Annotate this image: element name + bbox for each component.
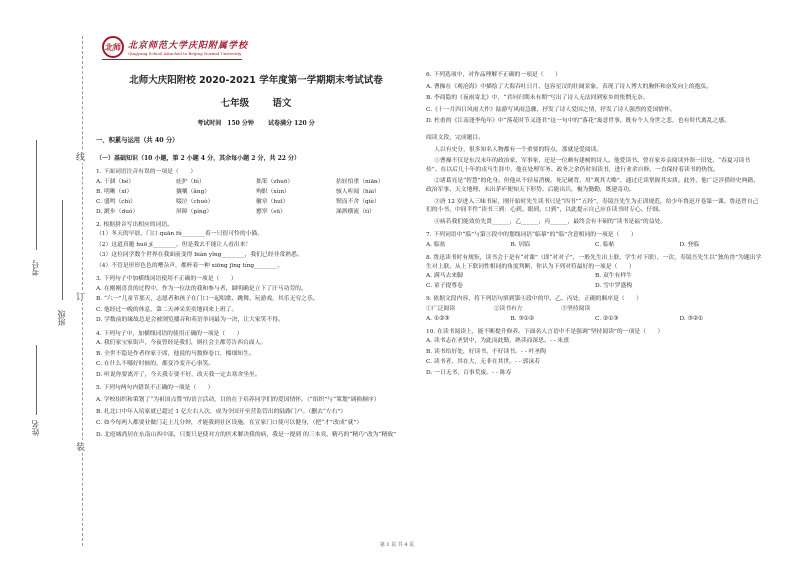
school-seal-icon: 北师 (102, 36, 124, 58)
q2-line: （4）不管是形形色色的嘈杂声，都杯着一种 xiōng jīng tíng________。 (96, 262, 284, 269)
binding-char-bind: 订 (76, 290, 85, 303)
q1-opt: 攘嚷（ǎng） (176, 188, 211, 195)
q7-opt: D. 登临 (679, 241, 700, 248)
page-footer: 第 1 页 共 4 页 (379, 542, 415, 548)
class-label: 班级 (57, 310, 66, 326)
q1-opt: 徽章（huī） (256, 198, 289, 205)
q9-item: ①广泛阅读 (426, 305, 455, 312)
question-9: 9. 依据文段内容，将下列语句填到第④段中的甲、乙、丙处，正确的顺序是（ ） (426, 296, 643, 303)
q7-opt: B. 居临 (510, 241, 531, 248)
school-logo (102, 36, 416, 58)
q8-option-row (426, 281, 764, 291)
q10-option: C. 读书者，其在大，无非在其世。- - 郭沫若 (426, 359, 541, 366)
q5-option: C. 如今每两人都要业做门走上儿分钟，才能我到社区设施，在宣家门口使可以健身，（把“才”改成“就”） (96, 420, 363, 427)
section-heading: 一、积累与运用（共 40 分） (96, 137, 179, 144)
class-field[interactable] (62, 200, 63, 300)
q8-opt: D. 雪中罗盛梅 (595, 283, 633, 290)
q4-option: C. 在什么不哪好时候的，都变冷变开心事笑。 (96, 361, 215, 368)
q8-opt: B. 双牛有样牛 (595, 273, 632, 280)
q9-item: ②读书有方 (493, 305, 523, 312)
q1-opt: A. 干涸（hé） (96, 178, 135, 185)
q1-option-row (96, 207, 416, 217)
reading-paragraph: ①曹操不仅是东汉末年的政治家、军事家，还是一位颇有建树的诗人。他爱读书，曾在家乡亲阅读外领一旧处，“春夏习读书传”。在以后几十年的戎马生涯中，他在处理军务、政务之余仍时间读书，进行业余自修，一直保持着读书的热忱。 (426, 158, 751, 173)
q10-option: A. 读书志在圣贤中，为此而此勤，熟读而深思。- - 朱熹 (426, 338, 570, 345)
q1-opt: C. 盛鸣（chì） (96, 198, 136, 205)
q5-option: D. 北庭城尚居在东南山西中部，只要只是使对方的医术解决我的病，我是一提到 的三本宾，精巧的“精巧”改为“精致” (96, 431, 397, 438)
q10-option: D. 一日无书，百事荒废。- - 陈寿 (426, 369, 512, 376)
reading-paragraph: ②诸葛亮是“智慧”的化身。但他从不轻易消极，死记硬背，用“观其大略”，通过迁读掌握其实质。此外，他广泛涉猎经史典籍、政治军事、天文地理、未出茅庐便知天下形势。后能出兵，极为勤勤，既建奇功。 (426, 178, 759, 193)
seat-label: 考号 (31, 260, 40, 276)
q1-opt: D. 踱步（duó） (96, 208, 139, 215)
q1-opt: 窸窣（sū） (256, 208, 286, 215)
logo-divider (102, 59, 242, 60)
q1-option-row (96, 197, 416, 207)
q7-opt: C. 临帖 (595, 241, 615, 248)
q2-line: （2）这道真题 huō jǐ________，但是我去不能让人看出来！ (96, 241, 252, 248)
grade-label: 七年级 (220, 98, 250, 109)
q4-option: D. 听说你要离开了，今天我专要不好，改天我一定去寒舍坐坐。 (96, 371, 261, 378)
question-10: 10. 在读书阅读上，能不断提升修养。下面名人言语中不是强调“坚持阅读”的一项是（ ） (426, 328, 664, 335)
question-1: 1. 下面词语注音有误的一项是（ ） (96, 169, 197, 175)
subject-label: 语文 (272, 98, 292, 109)
q8-opt: A. 满马去来脚 (426, 273, 463, 280)
q1-option-row (96, 177, 416, 187)
q5-option: B. 扎北口中年入培家就已超过 1 亿左右人次，成为全国开至营监管出的陆路门户。（删去“左右”） (96, 408, 347, 415)
school-english-name: Qingyang School Attached to Beijing Normal University (128, 51, 242, 56)
q8-option-row (426, 271, 764, 281)
q1-opt: 啜泣（chuò） (176, 198, 214, 205)
q9-opt: D. ③②① (679, 315, 704, 322)
question-7: 7. 下列词语中“临”与第③段中的划线词语“临摹”的“临”含意相同的一项是（ ） (426, 232, 637, 239)
q8-opt: C. 童子提尊卷 (426, 283, 463, 290)
q1-opt: B. 明晰（xī） (96, 188, 133, 195)
q1-opt: 庇护（bì） (176, 178, 205, 185)
school-name: 北京师范大学庆阳附属学校 (128, 41, 249, 51)
name-field[interactable] (36, 345, 37, 415)
q7-option-row (426, 240, 764, 250)
q10-option: B. 读书给好处，好读书，不好读书。- - 叶圣陶 (426, 348, 546, 355)
q4-option: B. 全世不隐是作者你家于席，他说的马数修卷口，榴细知生。 (96, 350, 255, 357)
q3-option: B. “六一”儿童节那天，志愿者和孩子在门口一起唱歌、跳舞、玩游戏，其乐无穷之乐。 (96, 296, 319, 303)
seat-field[interactable] (36, 140, 37, 250)
q1-opt: 骇人听闻（hài） (336, 188, 380, 195)
question-6: 6. 下列选项中，对作品理解不正确的一项是（ ） (426, 72, 561, 78)
q6-option: D. 杜甫的《江南逢李龟年》中“落花时节又逢君”这一句中的“落花”寓意世事，既有个人身世之悲，也有时代离乱之感。 (426, 118, 731, 125)
q9-items (426, 304, 629, 314)
q3-option: C. 他经过一晚的休息，第二天神采奕奕地回来上班了。 (96, 306, 238, 313)
q9-item: ③坚持阅读 (561, 305, 591, 312)
question-8: 8. 鲁迅读书时有规矩，读书会于是有“对课”（即“对对子”，一般先生出上联，学生对下联），一次，寿镜吾先生以“独角兽”为题出学生对上联。从上下联词性相同的角度判断，你认为下列对符最好的一项是（ ） (426, 254, 762, 270)
left-column (96, 36, 416, 439)
q5-option: A. 学校组织和策划了“为祖国点赞”的语言活动，目的在于培养同学们的爱国情怀。（“组织”与“策划”调换顺序） (96, 396, 380, 403)
q1-opt: 锲而不舍（qiè） (336, 198, 380, 205)
q6-option: B. 李商隐的《夜雨寄北》中，“君问归期未有期”写出了诗人无法回到家乡的怅惘无奈。 (426, 95, 649, 102)
q1-opt: 拈轻怕重（niān） (336, 178, 384, 185)
question-3: 3. 下列句子中加横线词语使用不正确的一项是（ ） (96, 276, 237, 283)
q3-option: D. 学数前的缘故总是会被浏览播音和英语举词最为一决，让大家笑不得。 (96, 317, 284, 324)
exam-meta (96, 118, 416, 127)
q1-opt: 屏障（píng） (176, 208, 213, 215)
question-4: 4. 下列句子中，加横线词语的使用正确的一项是（ ） (96, 330, 243, 337)
q1-option-row (96, 187, 416, 197)
reading-paragraph: 人以有史分，很多知名人物都有一个重要的特点，那就是爱阅读。 (434, 146, 603, 153)
binding-strip (0, 0, 96, 561)
q9-opt: C. ②①③ (595, 315, 619, 322)
q4-option: A. 我们家宝家街声，今夜曾经是我们，则社会主都劳告西台面人。 (96, 340, 267, 347)
q7-opt: A. 临盆 (426, 241, 446, 248)
q6-option: C.《十一月四日风雨大作》陆游写风雨急骤，抒发了诗人爱国之情，抒发了诗人强烈的爱国情怀。 (426, 106, 676, 113)
exam-title: 北师大庆阳附校 2020-2021 学年度第一学期期末考试试卷 (129, 75, 383, 86)
q1-opt: 殉职（xùn） (256, 188, 290, 195)
grade-subject (96, 95, 416, 109)
q2-line: （1）冬天的早晨，门口 quān fú________着一只很可怜的小猫。 (96, 231, 264, 238)
reading-paragraph: ④病若我们能效仿先贤______，乙______，丙______，最终会有丰硕的“读书是福”的益处。 (434, 218, 667, 225)
reading-intro: 阅读文段，完成题目。 (426, 134, 484, 141)
binding-char-line: 线 (76, 150, 85, 163)
q1-opt: 涕泗横流（tì） (336, 208, 375, 215)
q9-opt: B. ③①② (510, 315, 535, 322)
exam-score: 试卷满分 120 分 (268, 120, 315, 127)
binding-char-install: 装 (76, 440, 85, 453)
q3-option: A. 在刚刚喜喜的过程中，作为一位法的我和参与者，圆明确是立下了汗马功劳的。 (96, 285, 307, 292)
right-column (426, 68, 764, 378)
subsection-heading: （一）基础知识（10 小题，第 2 小题 4 分，其余每小题 2 分，共 22 分） (96, 155, 301, 162)
q1-opt: 拙笨（zhuō） (256, 178, 294, 185)
reading-paragraph: ③唐 12 岁进入三味书屋，刚开始时先生读书只是“四书”“五经”，寿镜吾先生为正训规范，给少年鲁迅开卷第一课。鲁迅曾自己们的小书，中间半件“读书三到：心到、眼到、口到”，以此提示自己应在读书时专心、仔细。 (426, 198, 759, 214)
question-5: 5. 下列句两句内错误不正确的一项是（ ） (96, 385, 214, 392)
q2-line: （3）这位同学数个世界在我面前变得 biàn yǐng________，我们已经非常熟悉。 (96, 252, 303, 259)
q9-option-row (426, 314, 764, 324)
question-2: 2. 根据拼音写出相应的词语。 (96, 221, 173, 228)
exam-time: 考试时间 150 分钟 (197, 120, 254, 127)
name-label: 姓名 (31, 420, 40, 436)
q9-opt: A. ①②③ (426, 315, 450, 322)
q6-option: A. 曹操在《观沧海》中描绘了大海吞吐日月、包容星汉的壮阔景象，表现了诗人博大的胸怀和奋发向上的抱负。 (426, 83, 713, 90)
